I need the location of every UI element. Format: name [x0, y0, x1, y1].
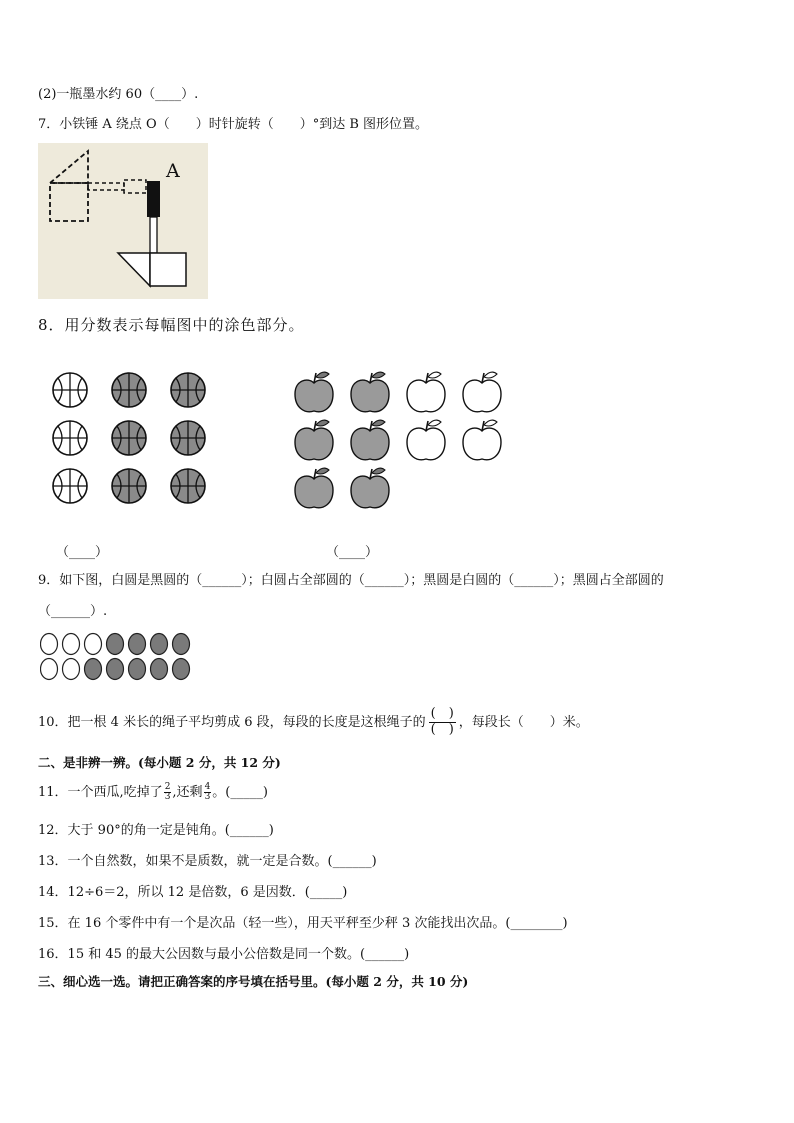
- apple-plain: [407, 420, 445, 460]
- basketball-shaded: [112, 421, 146, 455]
- basketball-shaded: [171, 421, 205, 455]
- section-2-heading: 二、是非辨一辨。(每小题 2 分，共 12 分): [38, 755, 281, 770]
- white-circle: [63, 659, 80, 680]
- white-circle: [85, 634, 102, 655]
- numerator: 2: [164, 782, 171, 792]
- question-9-line1: 9．如下图，白圆是黑圆的（______）；白圆占全部圆的（______）；黑圆是白圆的（______）；黑圆占全部圆的: [38, 573, 664, 588]
- apple-grid: [290, 368, 520, 518]
- section-3-heading: 三、细心选一选。请把正确答案的序号填在括号里。(每小题 2 分，共 10 分): [38, 974, 469, 989]
- denominator: 3: [204, 792, 211, 802]
- black-circle: [85, 659, 102, 680]
- white-black-circles: [40, 632, 210, 682]
- basketball-shaded: [171, 373, 205, 407]
- apple-plain: [463, 372, 501, 412]
- question-8: 8．用分数表示每幅图中的涂色部分。: [38, 316, 305, 334]
- black-circle: [173, 659, 190, 680]
- black-circle: [129, 634, 146, 655]
- apple-shaded: [351, 372, 389, 412]
- question-6-2: (2)一瓶墨水约 60（____）.: [38, 87, 199, 102]
- fraction-four-thirds: [204, 783, 212, 802]
- question-10-text: 10．把一根 4 米长的绳子平均剪成 6 段，每段的长度是这根绳子的: [38, 714, 426, 730]
- basketball-shaded: [112, 469, 146, 503]
- basketball-shaded: [171, 469, 205, 503]
- numerator: 4: [204, 782, 211, 792]
- answer-basketball-fraction[interactable]: （____）: [56, 545, 109, 560]
- question-11: [38, 783, 268, 802]
- question-11-text: 11．一个西瓜,吃掉了: [38, 785, 163, 800]
- basketball-shaded: [112, 373, 146, 407]
- basketball-grid: [45, 368, 215, 513]
- question-10-tail: ，每段长（ ）米。: [458, 714, 589, 730]
- question-13: 13．一个自然数，如果不是质数，就一定是合数。(______): [38, 854, 377, 869]
- basketball-plain: [53, 421, 87, 455]
- apple-shaded: [295, 468, 333, 508]
- question-7: 7．小铁锤 A 绕点 O（ ）时针旋转（ ）°到达 B 图形位置。: [38, 117, 429, 132]
- black-circle: [107, 659, 124, 680]
- answer-apple-fraction[interactable]: （____）: [326, 545, 379, 560]
- apple-shaded: [351, 420, 389, 460]
- apple-plain: [407, 372, 445, 412]
- white-circle: [41, 659, 58, 680]
- question-12: 12．大于 90°的角一定是钝角。(______): [38, 823, 274, 838]
- question-11-mid: ,还剩: [172, 785, 203, 800]
- point-label-a: A: [166, 160, 180, 182]
- black-circle: [151, 634, 168, 655]
- denominator: 3: [164, 792, 171, 802]
- question-15: 15．在 16 个零件中有一个是次品（轻一些），用天平秤至少秤 3 次能找出次品。(________): [38, 916, 568, 931]
- apple-plain: [463, 420, 501, 460]
- basketball-plain: [53, 373, 87, 407]
- question-16: 16．15 和 45 的最大公因数与最小公倍数是同一个数。(______): [38, 947, 410, 962]
- black-circle: [129, 659, 146, 680]
- basketball-plain: [53, 469, 87, 503]
- apple-shaded: [295, 420, 333, 460]
- white-circle: [41, 634, 58, 655]
- black-circle: [107, 634, 124, 655]
- question-10: [38, 707, 589, 738]
- question-10-fraction[interactable]: [429, 707, 456, 738]
- fraction-numerator[interactable]: ( ): [430, 706, 454, 721]
- question-14: 14．12÷6＝2，所以 12 是倍数，6 是因数．(_____): [38, 885, 348, 900]
- black-circle: [173, 634, 190, 655]
- black-circle: [151, 659, 168, 680]
- apple-shaded: [295, 372, 333, 412]
- fraction-denominator[interactable]: ( ): [430, 721, 454, 737]
- question-11-tail: 。(_____): [212, 785, 268, 800]
- question-9-line2: （______）.: [38, 604, 108, 619]
- hammer-rotation-diagram: [38, 143, 208, 299]
- fraction-two-thirds: [164, 783, 172, 802]
- hammer-rotation-figure: [38, 143, 208, 299]
- apple-shaded: [351, 468, 389, 508]
- white-circle: [63, 634, 80, 655]
